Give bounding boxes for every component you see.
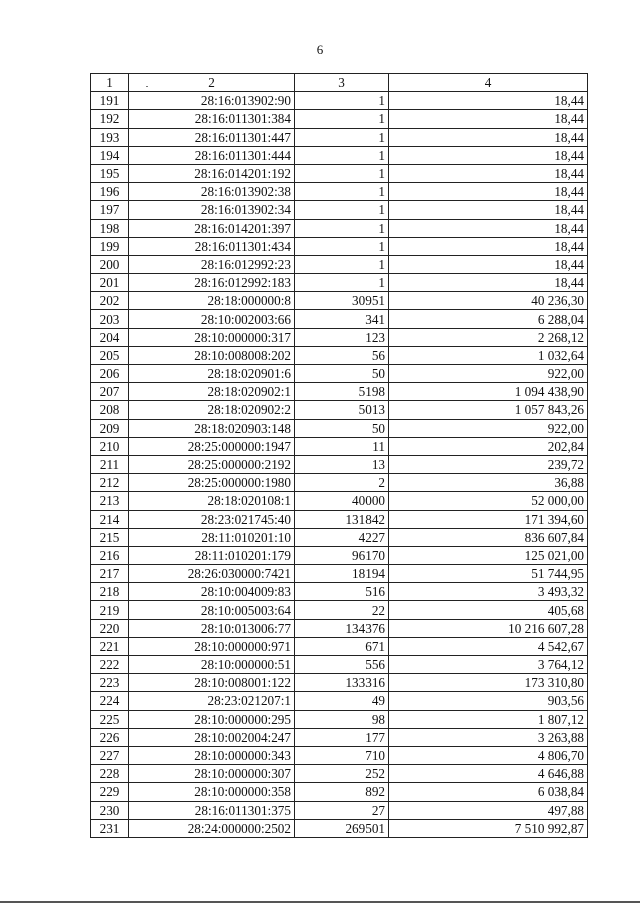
table-row (91, 328, 588, 346)
amount-cell: 173 310,80 (389, 674, 588, 692)
row-number-cell: 215 (91, 528, 129, 546)
table-row (91, 274, 588, 292)
cadastral-number-cell: 28:10:002004:247 (129, 728, 295, 746)
quantity-cell: 1 (295, 255, 389, 273)
quantity-cell: 30951 (295, 292, 389, 310)
page-number: 6 (316, 42, 324, 57)
table-row (91, 565, 588, 583)
amount-cell: 3 493,32 (389, 583, 588, 601)
row-number-cell: 205 (91, 346, 129, 364)
table-row (91, 728, 588, 746)
amount-cell: 18,44 (389, 92, 588, 110)
cadastral-number-cell: 28:11:010201:179 (129, 546, 295, 564)
row-number-cell: 197 (91, 201, 129, 219)
cadastral-number-cell: 28:16:011301:447 (129, 128, 295, 146)
quantity-cell: 123 (295, 328, 389, 346)
amount-cell: 7 510 992,87 (389, 819, 588, 837)
cadastral-number-cell: 28:16:014201:192 (129, 164, 295, 182)
amount-cell: 51 744,95 (389, 565, 588, 583)
row-number-cell: 195 (91, 164, 129, 182)
cadastral-number-cell: 28:23:021745:40 (129, 510, 295, 528)
amount-cell: 18,44 (389, 164, 588, 182)
amount-cell: 52 000,00 (389, 492, 588, 510)
table-row (91, 346, 588, 364)
amount-cell: 18,44 (389, 201, 588, 219)
table-row (91, 474, 588, 492)
amount-cell: 922,00 (389, 419, 588, 437)
amount-cell: 3 764,12 (389, 656, 588, 674)
cadastral-number-cell: 28:18:000000:8 (129, 292, 295, 310)
amount-cell: 125 021,00 (389, 546, 588, 564)
quantity-cell: 1 (295, 183, 389, 201)
table-row (91, 201, 588, 219)
amount-cell: 3 263,88 (389, 728, 588, 746)
cadastral-number-cell: 28:18:020902:1 (129, 383, 295, 401)
quantity-cell: 56 (295, 346, 389, 364)
table-row (91, 656, 588, 674)
data-table (90, 73, 588, 838)
quantity-cell: 133316 (295, 674, 389, 692)
row-number-cell: 213 (91, 492, 129, 510)
cadastral-number-cell: 28:16:013902:38 (129, 183, 295, 201)
table-row (91, 237, 588, 255)
table-row (91, 510, 588, 528)
row-number-cell: 199 (91, 237, 129, 255)
quantity-cell: 5013 (295, 401, 389, 419)
amount-cell: 6 038,84 (389, 783, 588, 801)
quantity-cell: 5198 (295, 383, 389, 401)
table-row (91, 692, 588, 710)
amount-cell: 18,44 (389, 237, 588, 255)
table-row (91, 674, 588, 692)
table-row (91, 365, 588, 383)
row-number-cell: 209 (91, 419, 129, 437)
row-number-cell: 216 (91, 546, 129, 564)
quantity-cell: 13 (295, 455, 389, 473)
row-number-cell: 198 (91, 219, 129, 237)
cadastral-number-cell: 28:25:000000:2192 (129, 455, 295, 473)
cadastral-number-cell: 28:16:013902:34 (129, 201, 295, 219)
cadastral-number-cell: 28:10:008008:202 (129, 346, 295, 364)
cadastral-number-cell: 28:16:011301:434 (129, 237, 295, 255)
row-number-cell: 192 (91, 110, 129, 128)
quantity-cell: 49 (295, 692, 389, 710)
cadastral-number-cell: 28:25:000000:1980 (129, 474, 295, 492)
row-number-cell: 191 (91, 92, 129, 110)
amount-cell: 10 216 607,28 (389, 619, 588, 637)
cadastral-number-cell: 28:11:010201:10 (129, 528, 295, 546)
amount-cell: 4 542,67 (389, 637, 588, 655)
table-row (91, 746, 588, 764)
table-row (91, 383, 588, 401)
amount-cell: 18,44 (389, 183, 588, 201)
row-number-cell: 217 (91, 565, 129, 583)
row-number-cell: 206 (91, 365, 129, 383)
table-row (91, 583, 588, 601)
cadastral-number-cell: 28:18:020903:148 (129, 419, 295, 437)
row-number-cell: 219 (91, 601, 129, 619)
amount-cell: 171 394,60 (389, 510, 588, 528)
column-header-2: 2 (129, 74, 295, 92)
table-row (91, 437, 588, 455)
quantity-cell: 177 (295, 728, 389, 746)
cadastral-number-cell: 28:10:000000:358 (129, 783, 295, 801)
table-row (91, 528, 588, 546)
cadastral-number-cell: 28:16:012992:23 (129, 255, 295, 273)
cadastral-number-cell: 28:16:011301:384 (129, 110, 295, 128)
amount-cell: 18,44 (389, 219, 588, 237)
table-body (91, 74, 588, 838)
amount-cell: 18,44 (389, 128, 588, 146)
amount-cell: 1 094 438,90 (389, 383, 588, 401)
table-row (91, 419, 588, 437)
amount-cell: 239,72 (389, 455, 588, 473)
amount-cell: 202,84 (389, 437, 588, 455)
amount-cell: 922,00 (389, 365, 588, 383)
quantity-cell: 341 (295, 310, 389, 328)
header-row (91, 74, 588, 92)
amount-cell: 1 032,64 (389, 346, 588, 364)
cadastral-number-cell: 28:10:008001:122 (129, 674, 295, 692)
row-number-cell: 218 (91, 583, 129, 601)
row-number-cell: 231 (91, 819, 129, 837)
amount-cell: 18,44 (389, 255, 588, 273)
row-number-cell: 194 (91, 146, 129, 164)
table-row (91, 146, 588, 164)
quantity-cell: 671 (295, 637, 389, 655)
quantity-cell: 40000 (295, 492, 389, 510)
cadastral-number-cell: 28:10:000000:51 (129, 656, 295, 674)
row-number-cell: 201 (91, 274, 129, 292)
quantity-cell: 556 (295, 656, 389, 674)
table-row (91, 637, 588, 655)
cadastral-number-cell: 28:10:004009:83 (129, 583, 295, 601)
row-number-cell: 214 (91, 510, 129, 528)
row-number-cell: 203 (91, 310, 129, 328)
table-row (91, 619, 588, 637)
row-number-cell: 220 (91, 619, 129, 637)
row-number-cell: 212 (91, 474, 129, 492)
amount-cell: 2 268,12 (389, 328, 588, 346)
quantity-cell: 2 (295, 474, 389, 492)
cadastral-number-cell: 28:25:000000:1947 (129, 437, 295, 455)
quantity-cell: 134376 (295, 619, 389, 637)
quantity-cell: 516 (295, 583, 389, 601)
row-number-cell: 228 (91, 765, 129, 783)
quantity-cell: 18194 (295, 565, 389, 583)
amount-cell: 1 057 843,26 (389, 401, 588, 419)
amount-cell: 18,44 (389, 110, 588, 128)
amount-cell: 497,88 (389, 801, 588, 819)
quantity-cell: 252 (295, 765, 389, 783)
row-number-cell: 200 (91, 255, 129, 273)
quantity-cell: 22 (295, 601, 389, 619)
cadastral-number-cell: 28:24:000000:2502 (129, 819, 295, 837)
quantity-cell: 892 (295, 783, 389, 801)
row-number-cell: 226 (91, 728, 129, 746)
quantity-cell: 50 (295, 365, 389, 383)
amount-cell: 903,56 (389, 692, 588, 710)
cadastral-number-cell: 28:26:030000:7421 (129, 565, 295, 583)
quantity-cell: 269501 (295, 819, 389, 837)
row-number-cell: 202 (91, 292, 129, 310)
cadastral-number-cell: 28:10:000000:971 (129, 637, 295, 655)
table-row (91, 546, 588, 564)
table-row (91, 601, 588, 619)
quantity-cell: 1 (295, 274, 389, 292)
quantity-cell: 50 (295, 419, 389, 437)
row-number-cell: 210 (91, 437, 129, 455)
row-number-cell: 207 (91, 383, 129, 401)
table-row (91, 401, 588, 419)
column-header-3: 3 (295, 74, 389, 92)
table-row (91, 783, 588, 801)
cadastral-number-cell: 28:18:020901:6 (129, 365, 295, 383)
cadastral-number-cell: 28:10:000000:295 (129, 710, 295, 728)
amount-cell: 18,44 (389, 274, 588, 292)
quantity-cell: 98 (295, 710, 389, 728)
table-row (91, 164, 588, 182)
quantity-cell: 1 (295, 164, 389, 182)
table-row (91, 819, 588, 837)
quantity-cell: 1 (295, 219, 389, 237)
cadastral-number-cell: 28:10:002003:66 (129, 310, 295, 328)
cadastral-number-cell: 28:10:000000:317 (129, 328, 295, 346)
quantity-cell: 131842 (295, 510, 389, 528)
amount-cell: 18,44 (389, 146, 588, 164)
table-row (91, 710, 588, 728)
table-row (91, 255, 588, 273)
row-number-cell: 230 (91, 801, 129, 819)
cadastral-number-cell: 28:16:012992:183 (129, 274, 295, 292)
table-row (91, 310, 588, 328)
amount-cell: 6 288,04 (389, 310, 588, 328)
row-number-cell: 208 (91, 401, 129, 419)
amount-cell: 836 607,84 (389, 528, 588, 546)
quantity-cell: 1 (295, 92, 389, 110)
amount-cell: 40 236,30 (389, 292, 588, 310)
column-header-4: 4 (389, 74, 588, 92)
quantity-cell: 11 (295, 437, 389, 455)
row-number-cell: 204 (91, 328, 129, 346)
quantity-cell: 1 (295, 110, 389, 128)
cadastral-number-cell: 28:18:020902:2 (129, 401, 295, 419)
row-number-cell: 224 (91, 692, 129, 710)
table-row (91, 183, 588, 201)
bottom-edge-rule (0, 901, 640, 903)
cadastral-number-cell: 28:10:000000:307 (129, 765, 295, 783)
table-row (91, 92, 588, 110)
quantity-cell: 4227 (295, 528, 389, 546)
quantity-cell: 1 (295, 128, 389, 146)
row-number-cell: 221 (91, 637, 129, 655)
cadastral-number-cell: 28:18:020108:1 (129, 492, 295, 510)
row-number-cell: 227 (91, 746, 129, 764)
table-row (91, 455, 588, 473)
column-header-1: 1 (91, 74, 129, 92)
cadastral-number-cell: 28:16:014201:397 (129, 219, 295, 237)
table-row (91, 765, 588, 783)
amount-cell: 4 806,70 (389, 746, 588, 764)
table-row (91, 801, 588, 819)
quantity-cell: 96170 (295, 546, 389, 564)
amount-cell: 4 646,88 (389, 765, 588, 783)
table-row (91, 128, 588, 146)
row-number-cell: 229 (91, 783, 129, 801)
cadastral-number-cell: 28:10:005003:64 (129, 601, 295, 619)
cadastral-number-cell: 28:16:011301:444 (129, 146, 295, 164)
row-number-cell: 196 (91, 183, 129, 201)
quantity-cell: 710 (295, 746, 389, 764)
amount-cell: 36,88 (389, 474, 588, 492)
row-number-cell: 225 (91, 710, 129, 728)
row-number-cell: 223 (91, 674, 129, 692)
quantity-cell: 1 (295, 146, 389, 164)
table-row (91, 292, 588, 310)
quantity-cell: 27 (295, 801, 389, 819)
cadastral-number-cell: 28:16:011301:375 (129, 801, 295, 819)
cadastral-number-cell: 28:10:013006:77 (129, 619, 295, 637)
quantity-cell: 1 (295, 201, 389, 219)
cadastral-number-cell: 28:16:013902:90 (129, 92, 295, 110)
amount-cell: 1 807,12 (389, 710, 588, 728)
cadastral-number-cell: 28:23:021207:1 (129, 692, 295, 710)
row-number-cell: 193 (91, 128, 129, 146)
table-row (91, 110, 588, 128)
row-number-cell: 222 (91, 656, 129, 674)
table-row (91, 492, 588, 510)
cadastral-number-cell: 28:10:000000:343 (129, 746, 295, 764)
amount-cell: 405,68 (389, 601, 588, 619)
row-number-cell: 211 (91, 455, 129, 473)
quantity-cell: 1 (295, 237, 389, 255)
table-row (91, 219, 588, 237)
